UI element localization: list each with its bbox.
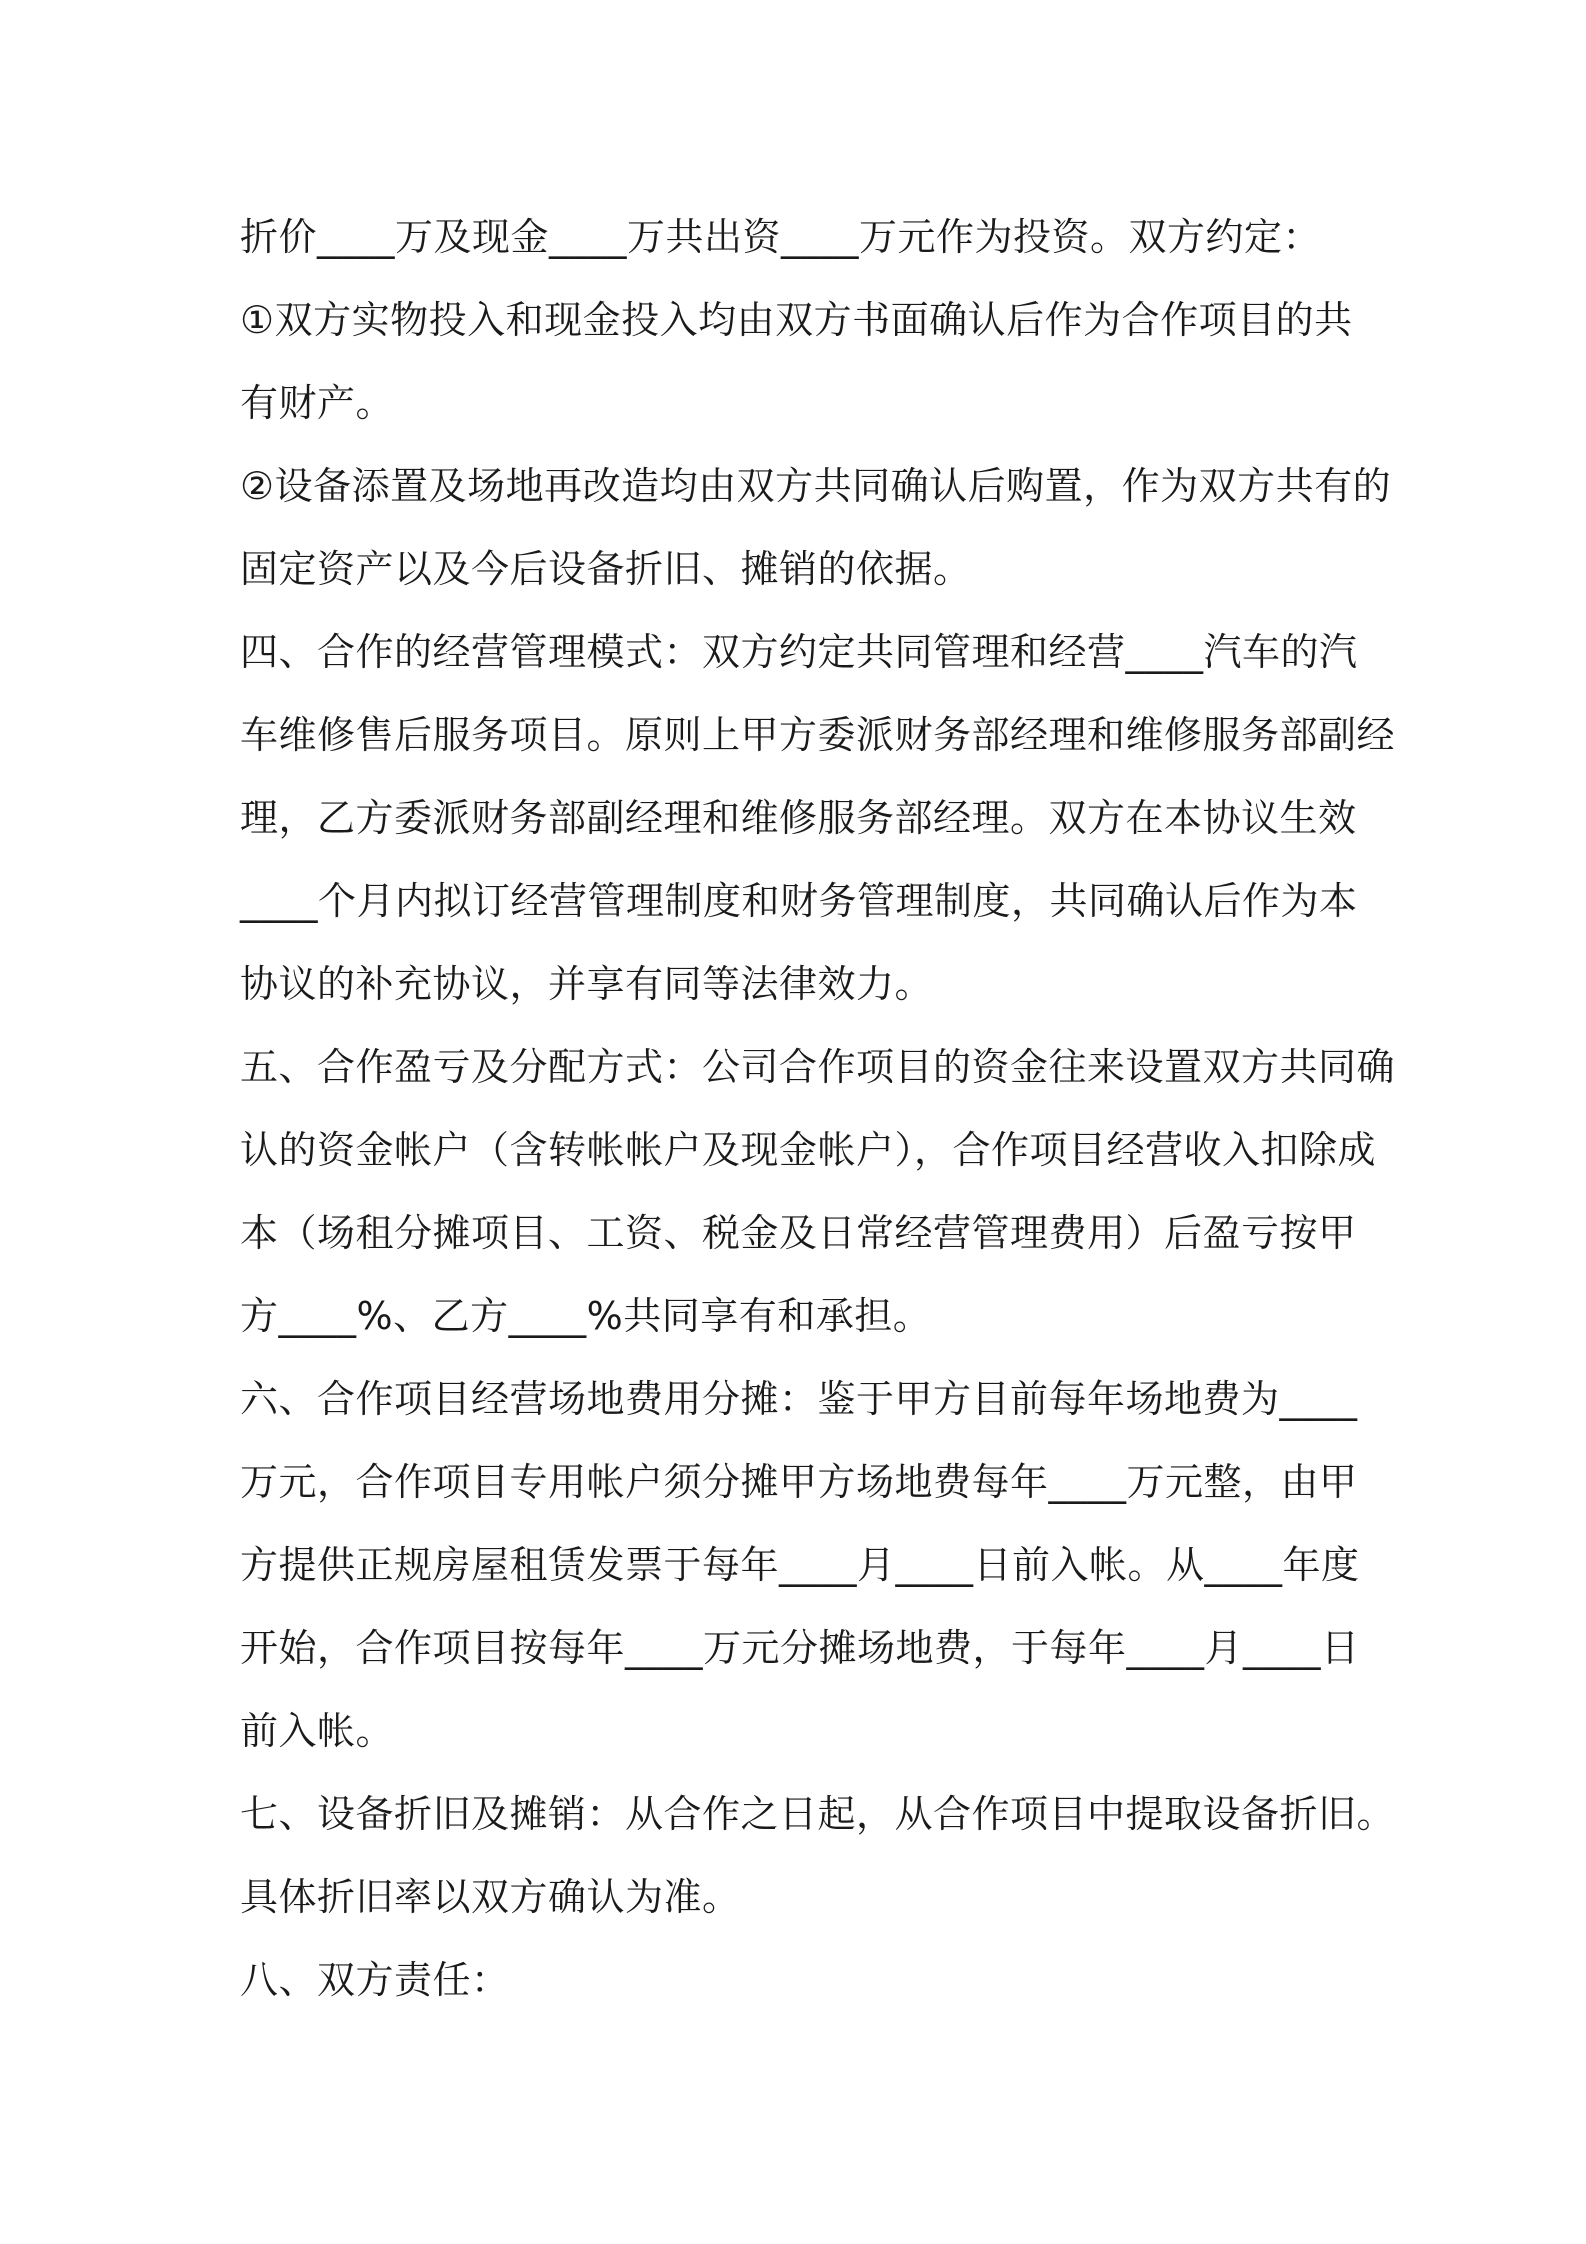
section-heading-line: 四、合作的经营管理模式：双方约定共同管理和经营____汽车的汽 xyxy=(240,630,1358,674)
text-line: 认的资金帐户（含转帐帐户及现金帐户），合作项目经营收入扣除成 xyxy=(240,1128,1377,1172)
text-line: 理，乙方委派财务部副经理和维修服务部经理。双方在本协议生效 xyxy=(240,796,1357,840)
section-heading-line: 五、合作盈亏及分配方式：公司合作项目的资金往来设置双方共同确 xyxy=(240,1045,1396,1089)
text-line: ②设备添置及场地再改造均由双方共同确认后购置，作为双方共有的 xyxy=(240,464,1392,508)
text-line: 前入帐。 xyxy=(240,1709,395,1753)
section-heading-line: 八、双方责任： xyxy=(240,1958,510,2002)
text-line: 有财产。 xyxy=(240,381,395,425)
text-line: 固定资产以及今后设备折旧、摊销的依据。 xyxy=(240,547,972,591)
document-body xyxy=(240,196,1396,2022)
text-line: 具体折旧率以双方确认为准。 xyxy=(240,1875,741,1919)
section-heading-line: 六、合作项目经营场地费用分摊：鉴于甲方目前每年场地费为____ xyxy=(240,1377,1358,1421)
text-line: ____个月内拟订经营管理制度和财务管理制度，共同确认后作为本 xyxy=(240,879,1358,923)
text-line: 折价____万及现金____万共出资____万元作为投资。双方约定： xyxy=(240,215,1322,259)
text-line: 协议的补充协议，并享有同等法律效力。 xyxy=(240,962,934,1006)
text-line: 方提供正规房屋租赁发票于每年____月____日前入帐。从____年度 xyxy=(240,1543,1360,1587)
text-line: 方____%、乙方____%共同享有和承担。 xyxy=(240,1294,932,1338)
text-line: 车维修售后服务项目。原则上甲方委派财务部经理和维修服务部副经 xyxy=(240,713,1396,757)
text-line: 万元，合作项目专用帐户须分摊甲方场地费每年____万元整，由甲 xyxy=(240,1460,1358,1504)
text-line: ①双方实物投入和现金投入均由双方书面确认后作为合作项目的共 xyxy=(240,298,1353,342)
text-line: 本（场租分摊项目、工资、税金及日常经营管理费用）后盈亏按甲 xyxy=(240,1211,1357,1255)
text-line: 开始，合作项目按每年____万元分摊场地费，于每年____月____日 xyxy=(240,1626,1360,1670)
section-heading-line: 七、设备折旧及摊销：从合作之日起，从合作项目中提取设备折旧。 xyxy=(240,1792,1396,1836)
